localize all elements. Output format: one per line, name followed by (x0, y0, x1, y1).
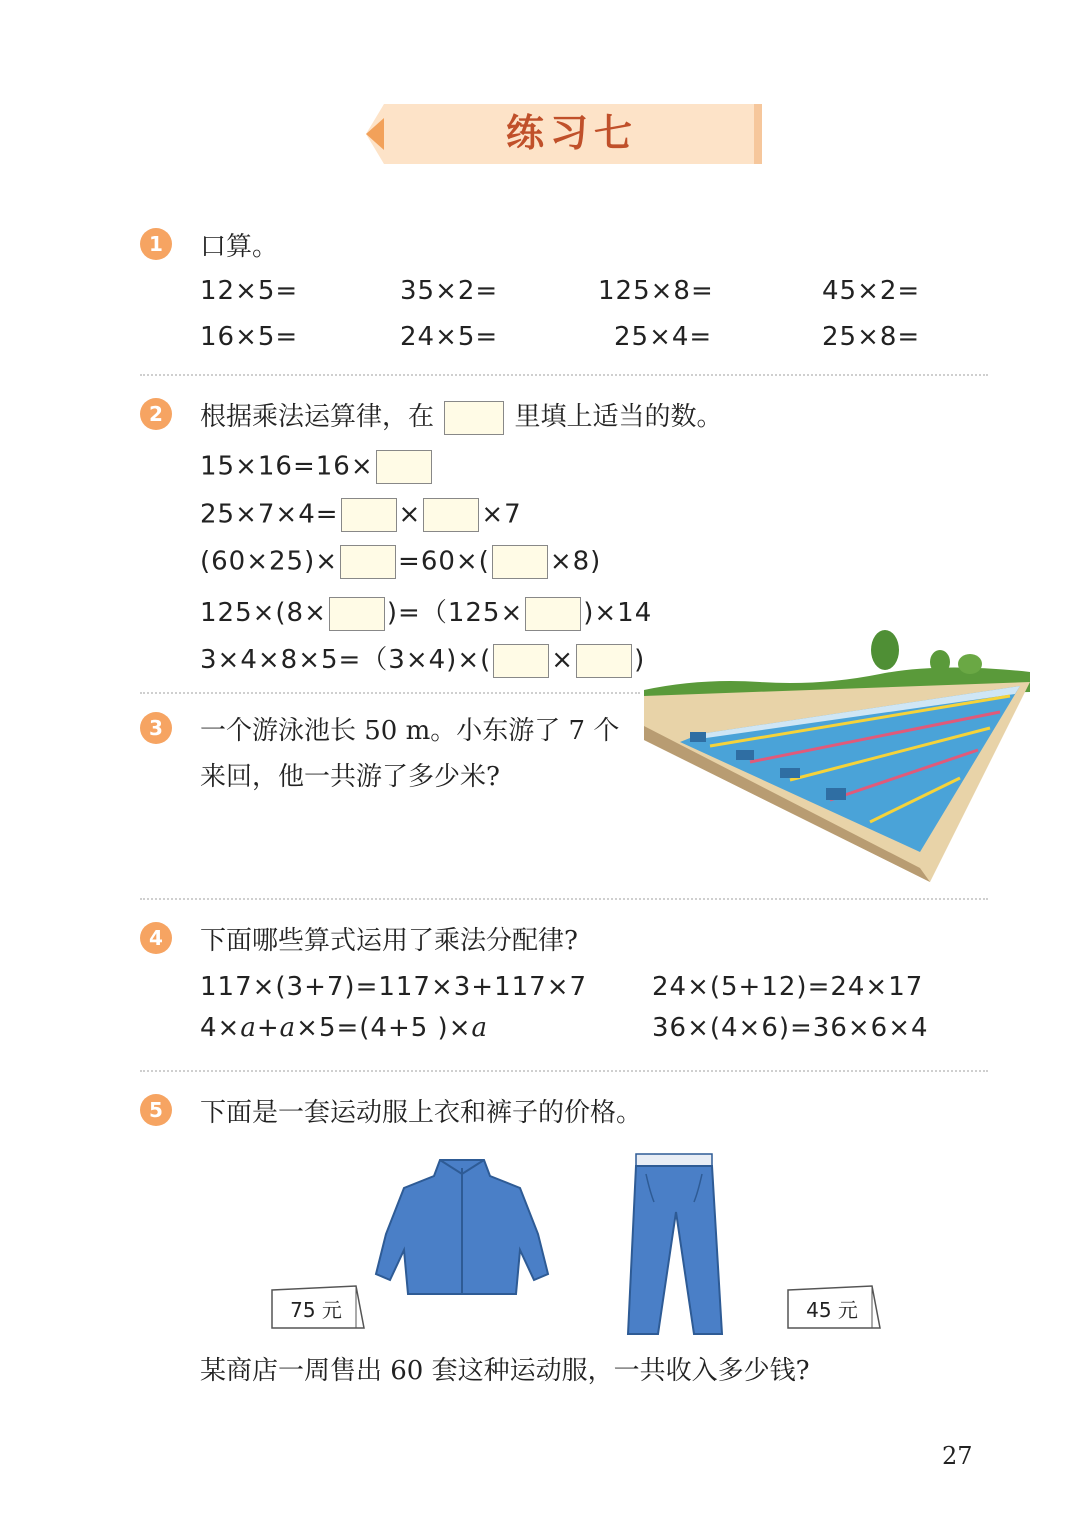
question-text (200, 396, 723, 435)
answer-box[interactable] (492, 545, 548, 579)
question-text: 口算。 (200, 232, 279, 262)
equation-text: (60×25)× (200, 546, 339, 577)
answer-box[interactable] (525, 597, 581, 631)
question-number-badge: 1 (140, 228, 172, 260)
equation-text: 125×(8× (200, 598, 327, 628)
calc-item: 16×5= (200, 322, 299, 352)
formula-part: + (256, 1013, 280, 1043)
question-text: 来回，他一共游了多少米? (200, 762, 500, 792)
calc-item: 35×2= (400, 276, 499, 306)
question-number-badge: 5 (140, 1094, 172, 1126)
price-tag-pants (786, 1284, 878, 1328)
question-text: 下面是一套运动服上衣和裤子的价格。 (200, 1098, 643, 1128)
equation-text: =60×( (398, 546, 490, 577)
equation-text: × (551, 645, 575, 675)
fill-equation (200, 498, 522, 532)
price-label: 75 元 (290, 1298, 342, 1322)
question-text: 某商店一周售出 60 套这种运动服，一共收入多少钱? (200, 1356, 810, 1386)
equation-text: 25×7×4= (200, 499, 339, 530)
title-banner (362, 100, 762, 166)
formula-item (200, 1013, 488, 1043)
answer-box[interactable] (576, 644, 632, 678)
page-title: 练习七 (505, 110, 638, 155)
calc-item: 25×4= (614, 322, 713, 352)
price-label: 45 元 (806, 1298, 858, 1322)
formula-variable: a (471, 1013, 488, 1043)
formula-item: 24×(5+12)=24×17 (652, 972, 924, 1002)
fill-equation (200, 545, 601, 579)
equation-text: ) (634, 645, 646, 675)
section-divider (140, 692, 640, 694)
equation-text: 15×16=16× (200, 451, 374, 482)
equation-text: ×7 (481, 499, 522, 530)
section-divider (140, 374, 988, 376)
question-text-part: 根据乘法运算律，在 (200, 402, 435, 432)
question-number-badge: 4 (140, 922, 172, 954)
question-number-badge: 3 (140, 712, 172, 744)
calc-item: 24×5= (400, 322, 499, 352)
formula-variable: a (240, 1013, 257, 1043)
formula-part: 4× (200, 1013, 241, 1043)
answer-box[interactable] (423, 498, 479, 532)
swimming-pool-illustration (640, 630, 1040, 882)
formula-item: 117×(3+7)=117×3+117×7 (200, 972, 588, 1002)
answer-box[interactable] (340, 545, 396, 579)
equation-text: × (398, 499, 422, 530)
calc-item: 45×2= (822, 276, 921, 306)
question-text: 一个游泳池长 50 m。小东游了 7 个 (200, 716, 620, 746)
page-number: 27 (942, 1442, 973, 1470)
fill-equation (200, 592, 652, 631)
equation-text: 3×4×8×5=（3×4)×( (200, 645, 492, 675)
section-divider (140, 1070, 988, 1072)
answer-box[interactable] (376, 450, 432, 484)
fill-equation (200, 639, 645, 678)
section-divider (140, 898, 988, 900)
fill-equation (200, 450, 434, 484)
equation-text: ×8) (549, 546, 602, 577)
formula-item: 36×(4×6)=36×6×4 (652, 1013, 929, 1043)
price-tag-jacket (270, 1284, 362, 1328)
equation-text: )×14 (583, 598, 653, 628)
calc-item: 12×5= (200, 276, 299, 306)
answer-box-sample (444, 401, 504, 435)
pants-illustration (614, 1152, 734, 1338)
question-text-part: 里填上适当的数。 (514, 402, 723, 432)
question-text: 下面哪些算式运用了乘法分配律? (200, 926, 578, 956)
calc-item: 125×8= (598, 276, 714, 306)
answer-box[interactable] (493, 644, 549, 678)
question-number-badge: 2 (140, 398, 172, 430)
answer-box[interactable] (341, 498, 397, 532)
jacket-illustration (370, 1154, 554, 1304)
answer-box[interactable] (329, 597, 385, 631)
equation-text: )=（125× (386, 598, 524, 628)
formula-variable: a (279, 1013, 297, 1043)
formula-part: ×5=(4+5 )× (296, 1013, 472, 1043)
calc-item: 25×8= (822, 322, 921, 352)
